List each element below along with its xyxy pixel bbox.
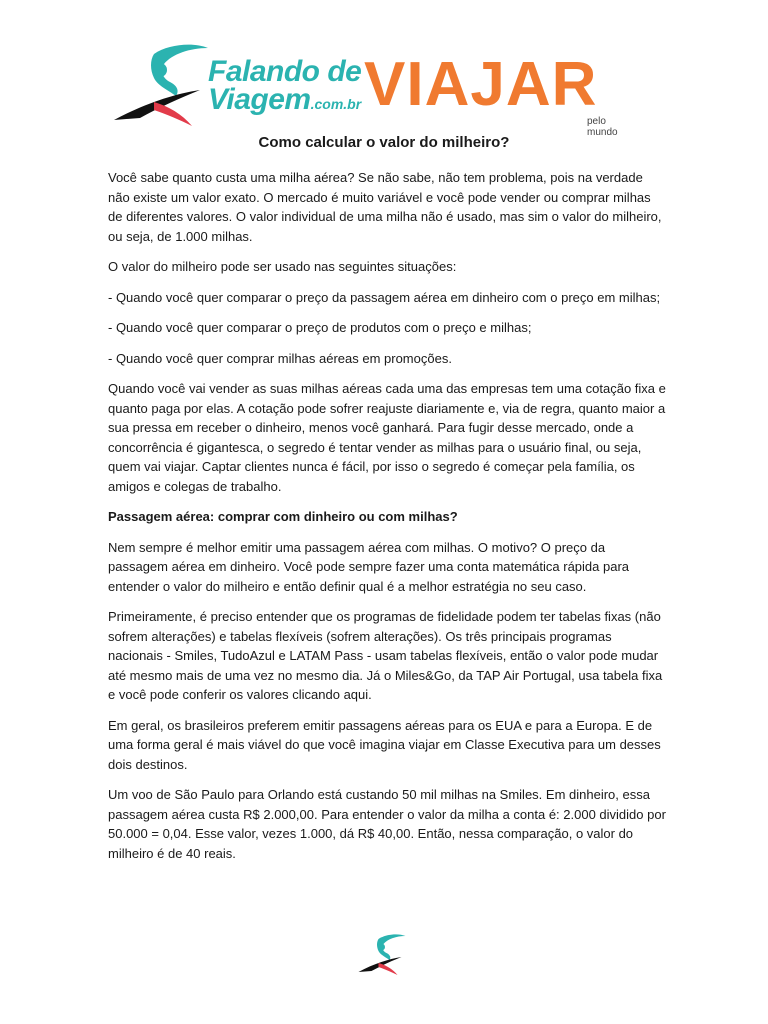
brand-viajar: VIAJAR xyxy=(364,50,598,119)
paragraph: Primeiramente, é preciso entender que os programas de fidelidade podem ter tabelas fixas (não sofrem alterações) e tabelas flexíveis (sofrem alterações). Os três principais programas nacionais - Smiles, TudoAzul e LATAM Pass - usam tabelas flexíveis, então o valor pode mudar até mesmo mais de uma vez no mesmo dia. Já o Miles&Go, da TAP Air Portugal, usa tabela fixa e você pode conferir os valores clicando aqui. xyxy=(108,609,663,702)
paragraph: Um voo de São Paulo para Orlando está custando 50 mil milhas na Smiles. Em dinheiro, essa passagem aérea custa R$ 2.000,00. Para entender o valor da milha a conta é: 2.000 dividido por 50.000 = 0,04. Esse valor, vezes 1.000, dá R$ 40,00. Então, nessa comparação, o valor do milheiro é de 40 reais. xyxy=(108,787,666,861)
paragraph: Você sabe quanto custa uma milha aérea? Se não sabe, não tem problema, pois na verdade não existe um valor exato. O mercado é muito variável e você pode vender ou comprar milhas de diferentes valores. O valor individual de uma milha não é usado, mas sim o valor do milheiro, ou seja, de 1.000 milhas. xyxy=(108,170,662,244)
brand-tagline: pelo mundo xyxy=(587,116,618,138)
swoosh-logo-icon xyxy=(354,932,414,982)
brand-domain: .com.br xyxy=(310,96,362,112)
footer-logo xyxy=(354,932,414,987)
list-item: - Quando você quer comprar milhas aéreas em promoções. xyxy=(108,350,452,366)
list-item: - Quando você quer comparar o preço da passagem aérea em dinheiro com o preço em milhas; xyxy=(108,289,661,305)
brand-line-2: Viagem xyxy=(208,83,311,116)
section-heading: Passagem aérea: comprar com dinheiro ou com milhas? xyxy=(108,509,458,524)
list-item: - Quando você quer comparar o preço de produtos com o preço e milhas; xyxy=(108,320,532,335)
paragraph: Nem sempre é melhor emitir uma passagem aérea com milhas. O motivo? O preço da passagem aérea em dinheiro. Você pode sempre fazer uma conta matemática rápida para entender o valor do milheiro e então definir qual é a melhor estratégia no seu caso. xyxy=(108,539,630,594)
brand-name xyxy=(208,55,362,118)
brand-line-1: Falando de xyxy=(208,55,362,88)
paragraph: Em geral, os brasileiros preferem emitir passagens aéreas para os EUA e para a Europa. E de uma forma geral é mais viável do que você imagina viajar em Classe Executiva para um desses dois destinos. xyxy=(108,717,661,772)
article-body xyxy=(108,168,668,874)
header-logo xyxy=(110,40,630,140)
swoosh-logo-icon xyxy=(110,40,220,140)
page-title: Como calcular o valor do milheiro? xyxy=(258,134,510,151)
paragraph: Quando você vai vender as suas milhas aéreas cada uma das empresas tem uma cotação fixa e quanto paga por elas. A cotação pode sofrer reajuste diariamente e, via de regra, quanto maior a sua pressa em receber o dinheiro, menos você ganhará. Para fugir desse mercado, onde a concorrência é gigantesca, o segredo é tentar vender as milhas para o usuário final, ou seja, quem vai viajar. Captar clientes nunca é fácil, por isso o segredo é começar pela família, os amigos e colegas de trabalho. xyxy=(108,381,666,494)
paragraph: O valor do milheiro pode ser usado nas seguintes situações: xyxy=(108,259,457,274)
